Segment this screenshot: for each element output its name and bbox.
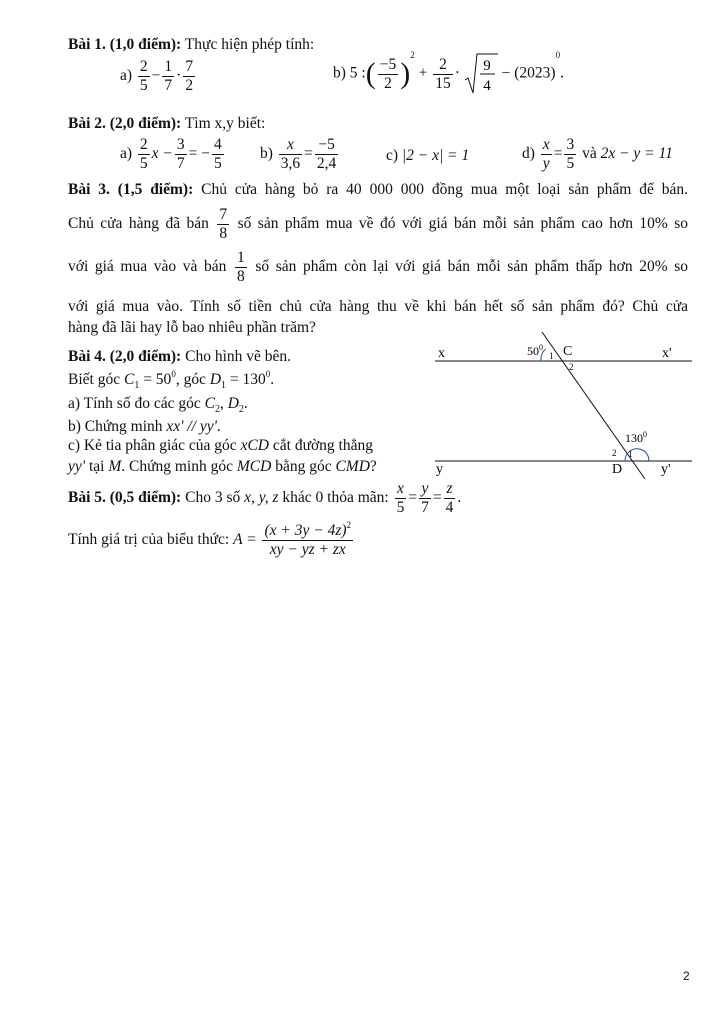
- label-angle-130: $130^0$: [625, 430, 647, 445]
- label-c: C: [563, 344, 573, 359]
- svg-text:9: 9: [483, 58, 491, 74]
- b4-heading: Bài 4. (2,0 điểm): Cho hình vẽ bên.: [68, 348, 292, 365]
- b1-heading: Bài 1. (1,0 điểm): Thực hiện phép tính:: [68, 36, 315, 53]
- b3-line-2: Chủ cửa hàng đã bán $\frac{7}{8}$ số sản phẩm mua về đó với giá bán mỗi sản phẩm cao hơn 10% so: [68, 206, 689, 242]
- b4-question-c-line1: c) Kẻ tia phân giác của góc xCD cắt đường thẳng: [68, 437, 373, 454]
- b3-line-3: với giá mua vào và bán $\frac{1}{8}$ số sản phẩm còn lại với giá bán mỗi sản phẩm thấp hơn 20% so: [68, 249, 689, 285]
- b1-part-a: a) $\frac{2}{5}$ − $\frac{1}{7}$ · $\frac{7}{2}$: [120, 58, 194, 94]
- label-y-prime: y': [661, 462, 671, 477]
- label-y: y: [436, 462, 443, 477]
- b2-part-c: c) |2 − x| = 1: [386, 147, 470, 164]
- label-c-1: 1: [549, 351, 554, 361]
- b1-part-b: b) 5 :( $\frac{-5}{2}$ )$^2$ + $\frac{2}{15}$ · 9 4 − $(2023)^0$.: [333, 50, 564, 94]
- b3-line-4: với giá mua vào. Tính số tiền chủ cửa hàng thu về khi bán hết số sản phẩm đó? Chủ cửa: [68, 298, 688, 315]
- label-x-prime: x': [662, 346, 672, 361]
- label-d-2: 2: [612, 448, 617, 458]
- b5-line-2: Tính giá trị của biểu thức: A = $\frac{(x + 3y - 4z)^2}{xy - yz + zx}$: [68, 520, 352, 558]
- b4-question-a: a) Tính số đo các góc $C_2$, $D_2$.: [68, 395, 248, 416]
- b3-line-5: hàng đã lãi hay lỗ bao nhiêu phần trăm?: [68, 319, 316, 336]
- page-number: 2: [683, 969, 690, 983]
- angle-arc-d1b: [630, 449, 649, 461]
- b2-heading: Bài 2. (2,0 điểm): Tìm x,y biết:: [68, 115, 266, 132]
- b4-given: Biết góc $C_1 = 50^0$, góc $D_1 = 130^0$.: [68, 369, 275, 392]
- label-d: D: [612, 462, 623, 477]
- b4-question-b: b) Chứng minh xx' // yy'.: [68, 418, 221, 435]
- label-c-2: 2: [569, 362, 574, 372]
- b5-line-1: Bài 5. (0,5 điểm): Cho 3 số x, y, z khác 0 thỏa mãn: $\frac{x}{5}$ = $\frac{y}{7}$ = $\frac{z}{4}$ .: [68, 480, 462, 516]
- b2-part-b: b) $\frac{x}{3,6}$ = $\frac{-5}{2,4}$: [260, 136, 337, 172]
- b3-line-1: Bài 3. (1,5 điểm): Chủ cửa hàng bỏ ra 40 000 000 đồng mua một loại sản phẩm để bán.: [68, 181, 688, 198]
- svg-text:4: 4: [483, 78, 491, 94]
- b4-question-c-line2: yy' tại M. Chứng minh góc MCD bằng góc CMD?: [68, 458, 377, 475]
- label-angle-50: $50^0$: [527, 343, 543, 358]
- sqrt-symbol: [464, 52, 498, 96]
- b2-part-a: a) $\frac{2}{5}$ x − $\frac{3}{7}$ = − $\frac{4}{5}$: [120, 136, 222, 172]
- label-d-1: 1: [628, 449, 633, 459]
- geometry-figure: [430, 330, 700, 480]
- label-x: x: [438, 346, 445, 361]
- b2-part-d: d) $\frac{x}{y}$ = $\frac{3}{5}$ và 2x − y = 11: [522, 136, 673, 172]
